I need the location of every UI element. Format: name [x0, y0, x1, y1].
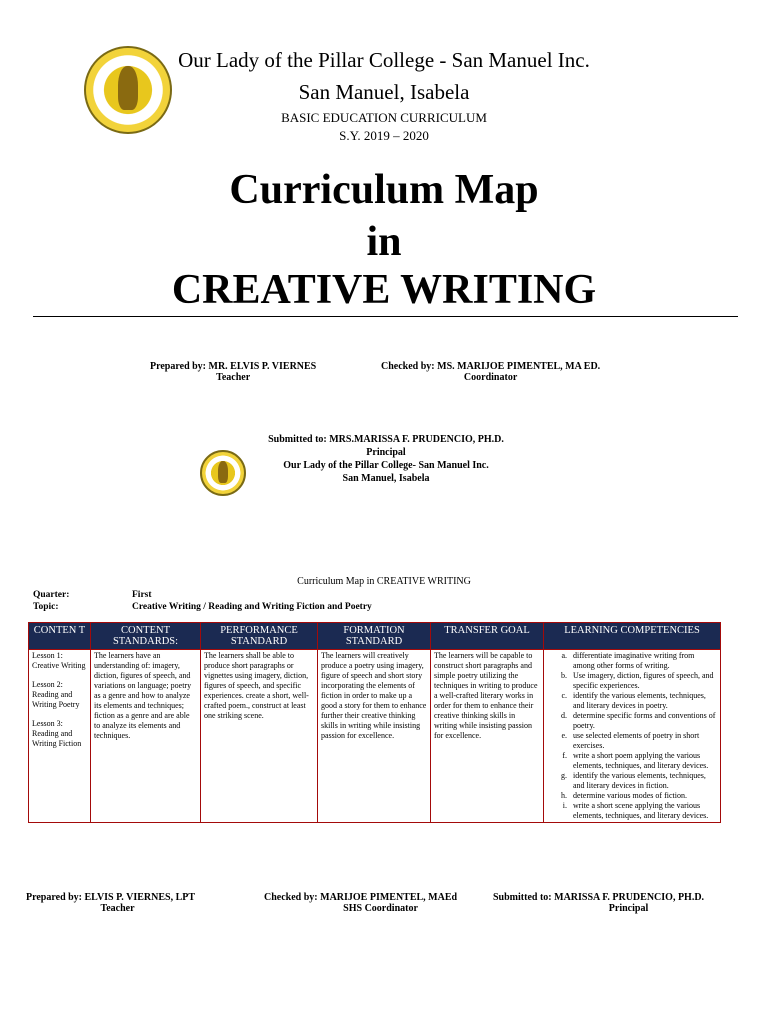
list-item: h. determine various modes of fiction. — [569, 791, 717, 801]
prepared-block — [150, 361, 316, 383]
list-item: g. identify the various elements, techniques, and literary devices in fiction. — [569, 771, 717, 791]
footer-prepared-label: Prepared by: — [26, 892, 83, 903]
list-item: i. write a short scene applying the various elements, techniques, and literary devices. — [569, 801, 717, 821]
footer-submitted — [493, 892, 704, 914]
footer-checked — [264, 892, 457, 914]
lesson-3: Lesson 3: Reading and Writing Fiction — [32, 719, 82, 748]
quarter-label: Quarter: — [33, 590, 70, 600]
topic-label: Topic: — [33, 602, 59, 612]
lesson-2: Lesson 2: Reading and Writing Poetry — [32, 680, 80, 709]
footer-prepared-name: ELVIS P. VIERNES, LPT — [84, 892, 196, 903]
performance-standard-cell: The learners shall be able to produce short paragraphs or vignettes using imagery, diction, figures of speech, and specific experiences. create a short, well-crafted poem., construct at least one striking scene. — [201, 650, 318, 823]
table-row — [29, 650, 721, 823]
footer-submitted-role: Principal — [608, 903, 649, 914]
divider — [33, 316, 738, 317]
header-learning-competencies: LEARNING COMPETENCIES — [544, 623, 721, 650]
submitted-block — [236, 433, 536, 485]
footer-submitted-name: MARISSA F. PRUDENCIO, PH.D. — [554, 892, 705, 903]
checked-role: Coordinator — [463, 372, 518, 383]
curriculum-table — [28, 622, 721, 823]
prepared-label: Prepared by: — [150, 361, 207, 372]
submitted-role: Principal — [366, 447, 406, 458]
competencies-cell — [544, 650, 721, 823]
school-name: Our Lady of the Pillar College - San Manuel Inc. — [178, 48, 590, 72]
submitted-name: MRS.MARISSA F. PRUDENCIO, PH.D. — [329, 434, 504, 445]
quarter-value: First — [132, 590, 152, 600]
list-item: a. differentiate imaginative writing from among other forms of writing. — [569, 651, 717, 671]
school-location: San Manuel, Isabela — [298, 80, 470, 104]
content-standard-cell: The learners have an understanding of: imagery, diction, figures of speech, and variations on language; poetry as a genre and how to analyze its elements and techniques; fiction as a genre and are able to analyze its elements and techniques. — [91, 650, 201, 823]
content-cell — [29, 650, 91, 823]
list-item: b. Use imagery, diction, figures of speech, and specific experiences. — [569, 671, 717, 691]
transfer-goal-cell: The learners will be capable to construct short paragraphs and simple poetry utilizing the techniques in writing to produce a well-crafted literary works in order for them to enhance their creative thinking skills in writing while insisting passion for excellence. — [431, 650, 544, 823]
header-formation-standard: FORMATION STANDARD — [318, 623, 431, 650]
footer-checked-role: SHS Coordinator — [343, 903, 418, 914]
title-line2: in — [366, 219, 402, 265]
formation-standard-cell: The learners will creatively produce a poetry using imagery, figure of speech and short story incorporating the elements of fiction in order to make up a good a story for them to enhance further their creative thinking skills in writing while insisting passion for excellence. — [318, 650, 431, 823]
topic-value: Creative Writing / Reading and Writing Fiction and Poetry — [132, 602, 372, 612]
footer-prepared-role: Teacher — [100, 903, 135, 914]
footer-checked-name: MARIJOE PIMENTEL, MAEd — [320, 892, 458, 903]
prepared-name: MR. ELVIS P. VIERNES — [208, 361, 317, 372]
list-item: e. use selected elements of poetry in short exercises. — [569, 731, 717, 751]
map-title: Curriculum Map in CREATIVE WRITING — [297, 576, 471, 587]
submitted-label: Submitted to: — [268, 434, 327, 445]
department: BASIC EDUCATION CURRICULUM — [281, 110, 487, 125]
list-item: d. determine specific forms and conventions of poetry. — [569, 711, 717, 731]
checked-name: MS. MARIJOE PIMENTEL, MA ED. — [437, 361, 601, 372]
prepared-role: Teacher — [216, 372, 251, 383]
lesson-1: Lesson 1: Creative Writing — [32, 651, 86, 670]
title-line3: CREATIVE WRITING — [171, 267, 597, 313]
checked-label: Checked by: — [381, 361, 435, 372]
submitted-school: Our Lady of the Pillar College- San Manuel Inc. — [283, 460, 489, 471]
footer-checked-label: Checked by: — [264, 892, 318, 903]
footer-prepared — [26, 892, 195, 914]
list-item: f. write a short poem applying the various elements, techniques, and literary devices. — [569, 751, 717, 771]
table-header-row — [29, 623, 721, 650]
header-transfer-goal: TRANSFER GOAL — [431, 623, 544, 650]
checked-block — [381, 361, 600, 383]
list-item: c. identify the various elements, techniques, and literary devices in poetry. — [569, 691, 717, 711]
competencies-list — [547, 651, 717, 821]
header-performance-standard: PERFORMANCE STANDARD — [201, 623, 318, 650]
school-year: S.Y. 2019 – 2020 — [339, 128, 429, 143]
submitted-location: San Manuel, Isabela — [342, 473, 430, 484]
header-content-standards: CONTENT STANDARDS: — [91, 623, 201, 650]
title-line1: Curriculum Map — [229, 167, 539, 213]
header-content: CONTEN T — [29, 623, 91, 650]
footer-submitted-label: Submitted to: — [493, 892, 552, 903]
